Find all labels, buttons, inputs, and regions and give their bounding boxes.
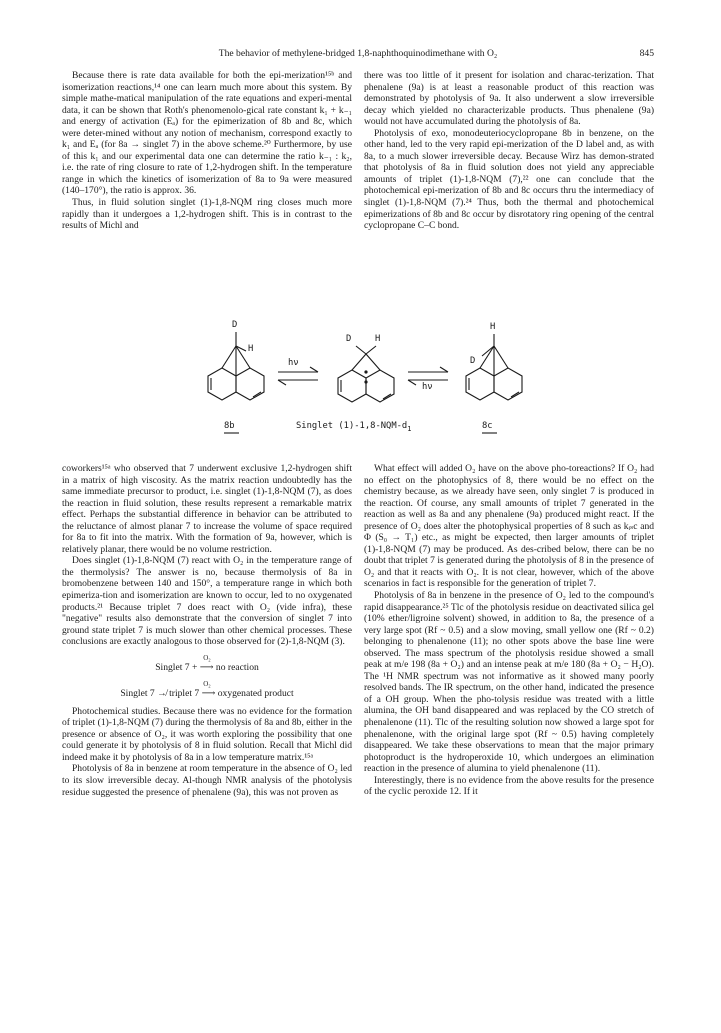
atom-label-d: D — [232, 320, 238, 330]
equation-reagent: O₂ — [203, 679, 211, 688]
running-title: The behavior of methylene-bridged 1,8-naphthoquinodimethane with O₂ — [218, 48, 498, 59]
paragraph: Thus, in fluid solution singlet (1)-1,8-NQM ring closes much more rapidly than it undergoes a 1,2-hydrogen shift. This is in contrast to the results of Michl and — [62, 197, 352, 232]
compound-label-singlet-nqm: Singlet $(1)-1,8-NQM-d_1$ — [296, 421, 412, 433]
equation-reagent: O₂ — [203, 653, 211, 662]
paragraph: Because there is rate data available for both the epi-merization¹⁵ᵇ and isomerization reactions,¹⁴ one can learn much more about this system. By simple mathe-matical manipulation of the rate equations and experi-mental data, it can be shown that Roth's phenomenolo-gical rate constant k₁ + k₋₁ and energy of activation (Eₐ) for the epimerization of 8b and 8c, which were deter-mined without any notion of mechanism, correspond exactly to k₁ and Eₐ (for 8a → singlet 7) in the above scheme.²⁰ Furthermore, by use of this k₁ and our experimental data one can determine the ratio k₋₁ : k₂, i.e. the rate of ring closure to rate of 1,2-hydrogen shift. In the temperature range in which the kinetics of isomerization of 8a to 9a were measured (140–170°), the ratio is approx. 36. — [62, 70, 352, 197]
paragraph: Photochemical studies. Because there was no evidence for the formation of triplet (1)-1,8-NQM (7) during the thermolysis of 8a and 8b, either in the presence or absence of O₂, it was worth exploring the possibility that one could generate it by photolysis of 8 in fluid solution. Recall that Michl did indeed make it by photolysis of 8a in a low temperature matrix.¹⁵ᵃ — [62, 705, 352, 763]
column-top-left — [62, 70, 352, 232]
paragraph: Interestingly, there is no evidence from the above results for the presence of the cyclic peroxide 12. If it — [364, 774, 654, 798]
column-top-right — [364, 70, 654, 232]
column-bottom-left — [62, 463, 352, 798]
arrow-label-hv: hν — [422, 382, 433, 392]
atom-label-h: H — [375, 334, 381, 344]
structure-8c — [466, 334, 522, 400]
compound-label-8c: 8c — [482, 421, 493, 431]
paragraph: What effect will added O₂ have on the above pho-toreactions? If O₂ had no effect on the photophysics of 8, there would be no effect on the chemistry because, as we already have seen, only singlet 7 is produced in the reaction. Of course, any small amounts of triplet 7 generated in the reaction as well as 8a and any phenalene (9a) produced might react. If the presence of O₂ does alter the photophysical properties of 8 such as kᵢₛc and Φ (S₀ → T₁) etc., as might be expected, then larger amounts of triplet (1)-1,8-NQM (7) may be produced. As des-cribed below, there can be no doubt that triplet 7 is generated during the photolysis of 8 in the presence of O₂ and that it reacts with O₂. It is not clear, however, which of the above scenarios in fact is responsible for the generation of triplet 7. — [364, 463, 654, 590]
equation-text: Singlet 7 + ⟶ no reaction — [155, 661, 259, 673]
equation-2 — [62, 681, 352, 700]
paragraph: there was too little of it present for isolation and charac-terization. That phenalene (9a) is at least a reasonable product of this reaction was demonstrated by photolysis of 9a. It also underwent a slow irreversible decay which yielded no characterizable products. Thus phenalene (9a) would not have accumulated during the photolysis of 8a. — [364, 70, 654, 128]
atom-label-h: H — [490, 322, 496, 332]
page-number: 845 — [639, 48, 654, 59]
paragraph: Photolysis of exo, monodeuteriocyclopropane 8b in benzene, on the other hand, led to the very rapid epi-merization of the D label and, as with 8a, to a much slower irreversible decay. Because Wirz has demon-strated that photolysis of 8a in fluid solution does not yield any appreciable amounts of triplet (1)-1,8-NQM (7),²² one can conclude that the photochemical epi-merization of 8b and 8c occurs thru the intermediacy of singlet (1)-1,8-NQM (7).²⁴ Thus, both the thermal and photochemical epimerizations of 8b and 8c occur by disrotatory ring opening of the central cyclopropane C–C bond. — [364, 127, 654, 232]
equation-1 — [62, 655, 352, 674]
structure-singlet-nqm — [338, 346, 394, 402]
column-bottom-right — [364, 463, 654, 798]
compound-label-8b: 8b — [224, 421, 235, 431]
arrow-label-hv: hν — [288, 358, 299, 368]
paragraph: Photolysis of 8a in benzene in the presence of O₂ led to the compound's rapid disappearance.²⁵ Tlc of the photolysis residue on deactivated silica gel (10% ether/ligroine solvent) showed, in addition to 8a, the presence of a very large spot (Rf ~ 0.5) and a slow moving, small yellow one (Rf ~ 0.2) belonging to phenalenone (11); no other spots above the base line were observed. The mass spectrum of the photolysis residue showed a small peak at m/e 198 (8a + O₂) and an intense peak at m/e 180 (8a + O₂ − H₂O). The ¹H NMR spectrum was not informative as it showed many poorly resolved bands. The IR spectrum, on the other hand, indicated the presence of a OH group. When the pho-tolysis residue was treated with a little alumina, the OH band disappeared and was replaced by the CO stretch of phenalenone (11). Tlc of the resulting solution now showed a large spot for phenalenone, with the original large spot (Rf ~ 0.5) having completely disappeared. We take these observations to mean that the major primary photoproduct is the hydroperoxide 10, which undergoes an elimination reaction in the presence of alumina to yield phenalenone (11). — [364, 590, 654, 775]
paragraph: Photolysis of 8a in benzene at room temperature in the absence of O₂ led to its slow irreversible decay. Al-though NMR analysis of the photolysis residue suggested the presence of phenalene (9a), this was not proven as — [62, 763, 352, 798]
paragraph: coworkers¹⁵ᵃ who observed that 7 underwent exclusive 1,2-hydrogen shift in a matrix of high viscosity. As the matrix reaction undoubtedly has the same immediate precursor to product, i.e. singlet (1)-1,8-NQM (7), as does the reaction in fluid solution, these results represent a remarkable matrix effect. Perhaps the substantial difference in behavior can be attributed to the reluctance of almost planar 7 to increase the volume of space required for 8a to fit into the matrix. With the formation of 9a, however, which is relatively planar, there would be no volume restriction. — [62, 463, 352, 555]
atom-label-d: D — [470, 356, 476, 366]
paragraph: Does singlet (1)-1,8-NQM (7) react with O₂ in the temperature range of the thermolysis? The answer is no, because thermolysis of 8a in bromobenzene between 140 and 150°, a temperature range in which both epimeriza-tion and isomerization are known to occur, led to no oxygenated products.²¹ Because triplet 7 does react with O₂ (vide infra), these "negative" results also demonstrate that the conversion of singlet 7 into ground state triplet 7 is much slower than other chemical processes. These conclusions are exactly analogous to those observed for (2)-1,8-NQM (3). — [62, 555, 352, 648]
running-head — [62, 48, 654, 62]
structure-8b — [208, 332, 264, 400]
equation-text: Singlet 7 ↛ triplet 7 ⟶ oxygenated product — [120, 687, 294, 699]
atom-label-h: H — [248, 344, 254, 354]
reaction-scheme — [160, 320, 580, 440]
atom-label-d: D — [346, 334, 352, 344]
